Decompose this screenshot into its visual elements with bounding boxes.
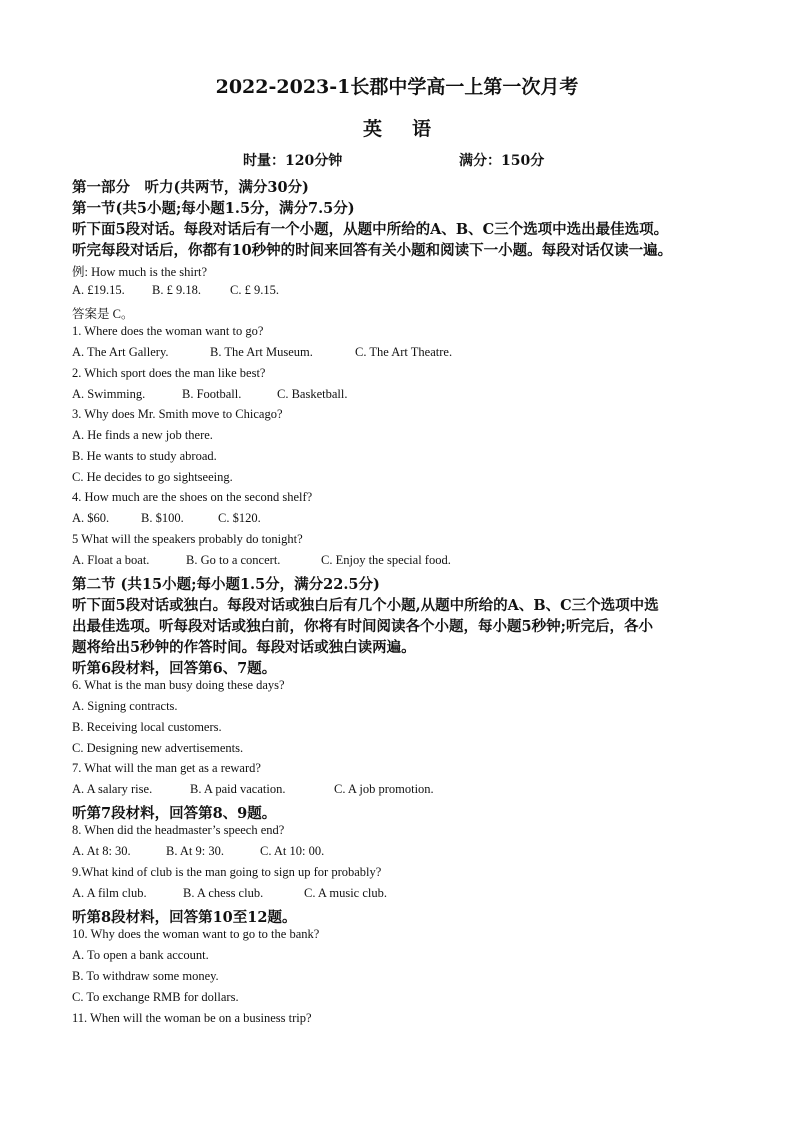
q4-option-a: A. $60.	[72, 511, 110, 525]
q2-option-b: B. Football.	[182, 387, 242, 401]
q7-option-c: C. A job promotion.	[334, 782, 434, 796]
q3-option-c: C. He decides to go sightseeing.	[72, 470, 233, 484]
q6-option-c: C. Designing new advertisements.	[72, 741, 244, 755]
question-5: 5 What will the speakers probably do tonight?	[72, 532, 303, 546]
question-7-options	[72, 782, 434, 797]
question-2: 2. Which sport does the man like best?	[72, 366, 266, 380]
question-10: 10. Why does the woman want to go to the bank?	[72, 927, 320, 941]
example-option-a: A. £19.15.	[72, 283, 125, 297]
q2-option-a: A. Swimming.	[72, 387, 146, 401]
question-9: 9.What kind of club is the man going to sign up for probably?	[72, 865, 382, 879]
q8-option-c: C. At 10: 00.	[260, 844, 325, 858]
material-6-heading: 听第6段材料，回答第6、7题。	[72, 660, 277, 677]
q6-option-a: A. Signing contracts.	[72, 699, 178, 713]
example-options	[72, 283, 279, 298]
q3-option-a: A. He finds a new job there.	[72, 428, 213, 442]
question-1-options	[72, 345, 452, 360]
material-7-heading: 听第7段材料，回答第8、9题。	[72, 805, 277, 822]
section1-instruction-line1: 听下面5段对话。每段对话后有一个小题，从题中所给的A、B、C三个选项中选出最佳选项。	[72, 221, 669, 238]
q4-option-c: C. $120.	[218, 511, 261, 525]
example-answer: 答案是 C。	[72, 307, 134, 321]
example-option-b: B. £ 9.18.	[152, 283, 201, 297]
q10-option-c: C. To exchange RMB for dollars.	[72, 990, 239, 1004]
section2-heading: 第二节 (共15小题;每小题1.5分，满分22.5分)	[72, 576, 380, 593]
q9-option-c: C. A music club.	[304, 886, 387, 900]
q8-option-a: A. At 8: 30.	[72, 844, 131, 858]
section2-instruction-line3: 题将给出5秒钟的作答时间。每段对话或独白读两遍。	[72, 639, 416, 656]
section2-instruction-line1: 听下面5段对话或独白。每段对话或独白后有几个小题,从题中所给的A、B、C三个选项中选	[72, 597, 659, 614]
q9-option-a: A. A film club.	[72, 886, 147, 900]
q5-option-c: C. Enjoy the special food.	[321, 553, 451, 567]
question-6: 6. What is the man busy doing these days?	[72, 678, 285, 692]
section2-instruction-line2: 出最佳选项。听每段对话或独白前，你将有时间阅读各个小题，每小题5秒钟;听完后，各小	[72, 618, 653, 635]
section1-instruction-line2: 听完每段对话后，你都有10秒钟的时间来回答有关小题和阅读下一小题。每段对话仅读一遍。	[72, 242, 673, 259]
question-3: 3. Why does Mr. Smith move to Chicago?	[72, 407, 283, 421]
question-8-options	[72, 844, 324, 859]
q5-option-b: B. Go to a concert.	[186, 553, 281, 567]
example-option-c: C. £ 9.15.	[230, 283, 279, 297]
q7-option-a: A. A salary rise.	[72, 782, 153, 796]
q2-option-c: C. Basketball.	[277, 387, 348, 401]
question-8: 8. When did the headmaster’s speech end?	[72, 823, 285, 837]
question-1: 1. Where does the woman want to go?	[72, 324, 264, 338]
q5-option-a: A. Float a boat.	[72, 553, 150, 567]
q6-option-b: B. Receiving local customers.	[72, 720, 222, 734]
q1-option-c: C. The Art Theatre.	[355, 345, 453, 359]
q4-option-b: B. $100.	[141, 511, 184, 525]
q1-option-a: A. The Art Gallery.	[72, 345, 169, 359]
question-5-options	[72, 553, 451, 568]
question-2-options	[72, 387, 347, 402]
q7-option-b: B. A paid vacation.	[190, 782, 286, 796]
question-9-options	[72, 886, 387, 901]
exam-score: 满分：150分	[459, 153, 545, 169]
exam-time: 时量：120分钟	[243, 153, 343, 169]
q9-option-b: B. A chess club.	[183, 886, 264, 900]
q8-option-b: B. At 9: 30.	[166, 844, 224, 858]
question-4-options	[72, 511, 261, 526]
q3-option-b: B. He wants to study abroad.	[72, 449, 217, 463]
question-7: 7. What will the man get as a reward?	[72, 761, 261, 775]
material-8-heading: 听第8段材料，回答第10至12题。	[72, 909, 297, 926]
q1-option-b: B. The Art Museum.	[210, 345, 313, 359]
question-11: 11. When will the woman be on a business trip?	[72, 1011, 312, 1025]
exam-title: 2022-2023-1长郡中学高一上第一次月考	[215, 76, 579, 98]
question-4: 4. How much are the shoes on the second shelf?	[72, 490, 313, 504]
q10-option-a: A. To open a bank account.	[72, 948, 209, 962]
section1-heading: 第一节(共5小题;每小题1.5分，满分7.5分)	[72, 200, 355, 217]
example-question: 例: How much is the shirt?	[72, 265, 208, 279]
part1-heading: 第一部分 听力(共两节，满分30分)	[72, 179, 309, 196]
exam-subject: 英语	[362, 118, 461, 140]
q10-option-b: B. To withdraw some money.	[72, 969, 219, 983]
